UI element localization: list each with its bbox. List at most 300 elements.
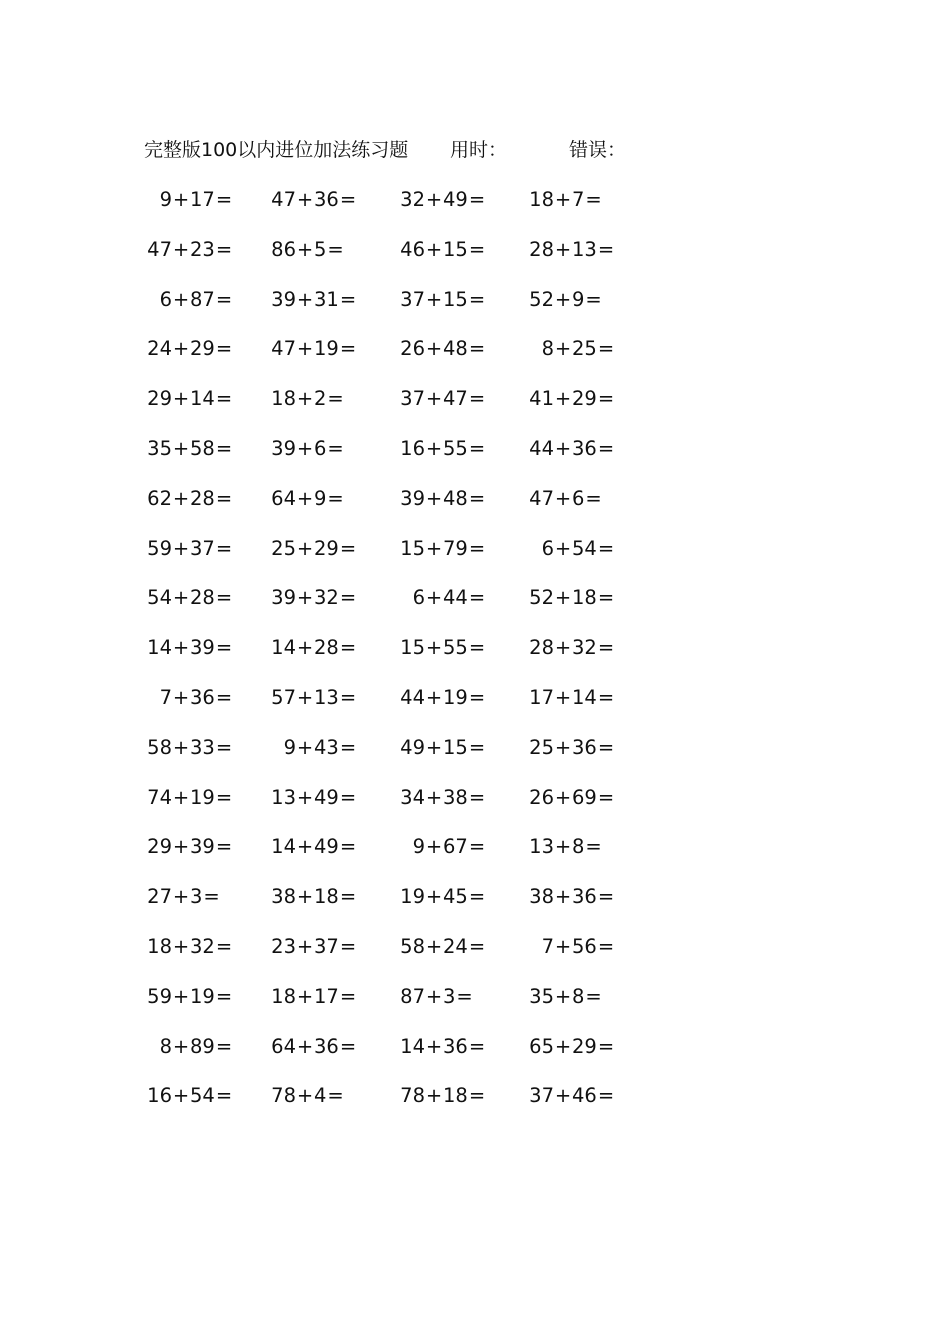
addition-problem (520, 1082, 616, 1110)
addend-second: 43 (314, 735, 339, 759)
addend-second: 36 (190, 685, 215, 709)
equals-sign: = (597, 1034, 615, 1058)
addend-second: 38 (443, 785, 468, 809)
addition-problem (138, 933, 234, 961)
equals-sign: = (215, 287, 233, 311)
plus-sign: + (425, 188, 443, 211)
addend-second: 36 (314, 1034, 339, 1058)
addend-first: 32 (400, 188, 425, 211)
equals-sign: = (468, 387, 486, 411)
addend-first: 7 (541, 934, 554, 958)
plus-sign: + (425, 1084, 443, 1108)
addend-second: 45 (443, 885, 468, 909)
addend-second: 9 (572, 287, 585, 311)
addend-first: 8 (541, 337, 554, 361)
addend-first: 14 (400, 1034, 425, 1058)
equals-sign: = (339, 984, 357, 1008)
plus-sign: + (172, 984, 190, 1008)
plus-sign: + (172, 188, 190, 211)
equals-sign: = (339, 885, 357, 909)
addend-first: 14 (147, 636, 172, 660)
plus-sign: + (425, 1034, 443, 1058)
equals-sign: = (468, 934, 486, 958)
addend-second: 3 (443, 984, 456, 1008)
addition-problem (391, 286, 487, 314)
addition-problem (391, 236, 487, 264)
plus-sign: + (554, 636, 572, 660)
plus-sign: + (172, 835, 190, 859)
addition-problem (520, 734, 616, 762)
addition-problem (520, 1033, 616, 1061)
addition-problem (138, 485, 234, 513)
plus-sign: + (296, 1034, 314, 1058)
addend-first: 39 (271, 436, 296, 460)
addition-problem (391, 1033, 487, 1061)
plus-sign: + (554, 486, 572, 510)
equals-sign: = (597, 934, 615, 958)
addend-second: 37 (190, 536, 215, 560)
addition-problem (520, 684, 616, 712)
addend-second: 15 (443, 237, 468, 261)
addend-first: 25 (529, 735, 554, 759)
equals-sign: = (327, 486, 344, 510)
plus-sign: + (172, 735, 190, 759)
plus-sign: + (425, 237, 443, 261)
problem-row (0, 584, 950, 634)
addend-first: 23 (271, 934, 296, 958)
addend-first: 39 (271, 586, 296, 610)
equals-sign: = (468, 885, 486, 909)
addition-problem (262, 485, 358, 513)
plus-sign: + (554, 685, 572, 709)
plus-sign: + (296, 536, 314, 560)
plus-sign: + (172, 237, 190, 261)
addition-problem (262, 684, 358, 712)
addition-problem (262, 186, 358, 214)
addition-problem (391, 933, 487, 961)
addend-second: 56 (572, 934, 597, 958)
addend-first: 18 (271, 387, 296, 411)
addend-first: 7 (159, 685, 172, 709)
addition-problem (138, 385, 234, 413)
addition-problem (520, 784, 616, 812)
addend-second: 7 (572, 188, 585, 211)
addend-second: 36 (572, 436, 597, 460)
addend-first: 41 (529, 387, 554, 411)
addend-second: 48 (443, 337, 468, 361)
addition-problem (262, 833, 358, 861)
addend-second: 14 (572, 685, 597, 709)
addend-second: 18 (314, 885, 339, 909)
addend-first: 59 (147, 984, 172, 1008)
addend-second: 44 (443, 586, 468, 610)
addend-second: 8 (572, 984, 585, 1008)
plus-sign: + (296, 636, 314, 660)
addend-first: 87 (400, 984, 425, 1008)
equals-sign: = (597, 1084, 615, 1108)
plus-sign: + (172, 934, 190, 958)
errors-label: 错误： (569, 139, 627, 161)
addend-first: 74 (147, 785, 172, 809)
addition-problem (138, 584, 234, 612)
addend-first: 65 (529, 1034, 554, 1058)
addend-first: 18 (529, 188, 554, 211)
addend-first: 16 (400, 436, 425, 460)
plus-sign: + (172, 785, 190, 809)
addend-first: 15 (400, 636, 425, 660)
equals-sign: = (339, 586, 357, 610)
plus-sign: + (425, 436, 443, 460)
addend-second: 69 (572, 785, 597, 809)
plus-sign: + (296, 486, 314, 510)
addend-second: 19 (443, 685, 468, 709)
addend-first: 47 (147, 237, 172, 261)
problem-row (0, 883, 950, 933)
addend-second: 28 (190, 586, 215, 610)
equals-sign: = (468, 436, 486, 460)
addend-second: 55 (443, 636, 468, 660)
addition-problem (262, 535, 358, 563)
equals-sign: = (468, 685, 486, 709)
addend-second: 28 (190, 486, 215, 510)
addend-first: 27 (147, 885, 172, 909)
addend-second: 36 (443, 1034, 468, 1058)
addend-first: 38 (529, 885, 554, 909)
plus-sign: + (296, 735, 314, 759)
problem-row (0, 634, 950, 684)
equals-sign: = (585, 835, 602, 859)
addend-first: 78 (271, 1084, 296, 1108)
plus-sign: + (172, 586, 190, 610)
addend-second: 54 (190, 1084, 215, 1108)
addend-second: 18 (443, 1084, 468, 1108)
addend-second: 17 (314, 984, 339, 1008)
addition-problem (520, 983, 616, 1011)
addend-first: 52 (529, 586, 554, 610)
plus-sign: + (296, 287, 314, 311)
equals-sign: = (339, 835, 357, 859)
plus-sign: + (172, 1034, 190, 1058)
addend-second: 19 (190, 785, 215, 809)
addend-second: 9 (314, 486, 327, 510)
plus-sign: + (554, 337, 572, 361)
addend-first: 44 (400, 685, 425, 709)
addend-second: 25 (572, 337, 597, 361)
addition-problem (138, 883, 234, 911)
addend-first: 25 (271, 536, 296, 560)
addend-second: 29 (190, 337, 215, 361)
problem-row (0, 335, 950, 385)
addition-problem (138, 684, 234, 712)
addition-problem (262, 435, 358, 463)
addition-problem (391, 335, 487, 363)
addend-second: 33 (190, 735, 215, 759)
problem-row (0, 784, 950, 834)
addend-second: 14 (190, 387, 215, 411)
addend-second: 6 (572, 486, 585, 510)
worksheet-title: 完整版100以内进位加法练习题 (144, 139, 409, 161)
addition-problem (391, 485, 487, 513)
addition-problem (262, 335, 358, 363)
addend-second: 29 (314, 536, 339, 560)
addend-first: 39 (271, 287, 296, 311)
addition-problem (520, 286, 616, 314)
equals-sign: = (203, 885, 220, 909)
equals-sign: = (327, 1084, 344, 1108)
addend-first: 26 (529, 785, 554, 809)
problem-row (0, 236, 950, 286)
plus-sign: + (425, 586, 443, 610)
plus-sign: + (554, 1034, 572, 1058)
equals-sign: = (597, 436, 615, 460)
plus-sign: + (425, 337, 443, 361)
equals-sign: = (215, 934, 233, 958)
equals-sign: = (597, 337, 615, 361)
plus-sign: + (172, 486, 190, 510)
equals-sign: = (215, 636, 233, 660)
addend-second: 24 (443, 934, 468, 958)
addition-problem (391, 983, 487, 1011)
addend-second: 23 (190, 237, 215, 261)
equals-sign: = (215, 188, 233, 211)
equals-sign: = (215, 536, 233, 560)
addend-second: 89 (190, 1034, 215, 1058)
addition-problem (262, 933, 358, 961)
addend-first: 13 (529, 835, 554, 859)
plus-sign: + (554, 1084, 572, 1108)
addend-second: 39 (190, 636, 215, 660)
plus-sign: + (554, 885, 572, 909)
addend-second: 49 (314, 785, 339, 809)
addend-second: 54 (572, 536, 597, 560)
addend-second: 18 (572, 586, 597, 610)
equals-sign: = (339, 337, 357, 361)
addend-first: 58 (400, 934, 425, 958)
addend-first: 14 (271, 636, 296, 660)
equals-sign: = (215, 486, 233, 510)
plus-sign: + (554, 785, 572, 809)
equals-sign: = (597, 536, 615, 560)
addend-first: 52 (529, 287, 554, 311)
addend-second: 15 (443, 287, 468, 311)
addition-problem (391, 1082, 487, 1110)
addition-problem (262, 584, 358, 612)
addition-problem (520, 933, 616, 961)
equals-sign: = (339, 536, 357, 560)
equals-sign: = (339, 785, 357, 809)
addend-second: 31 (314, 287, 339, 311)
addend-first: 34 (400, 785, 425, 809)
addition-problem (262, 385, 358, 413)
equals-sign: = (468, 337, 486, 361)
problem-row (0, 286, 950, 336)
addend-first: 57 (271, 685, 296, 709)
problem-row (0, 485, 950, 535)
plus-sign: + (554, 984, 572, 1008)
addend-first: 37 (400, 387, 425, 411)
problem-row (0, 684, 950, 734)
addend-first: 9 (412, 835, 425, 859)
addend-second: 3 (190, 885, 203, 909)
equals-sign: = (468, 586, 486, 610)
equals-sign: = (215, 586, 233, 610)
addition-problem (262, 983, 358, 1011)
problem-row (0, 933, 950, 983)
addition-problem (391, 584, 487, 612)
equals-sign: = (215, 337, 233, 361)
equals-sign: = (468, 785, 486, 809)
addend-second: 13 (572, 237, 597, 261)
addition-problem (391, 435, 487, 463)
addend-first: 24 (147, 337, 172, 361)
equals-sign: = (597, 586, 615, 610)
addend-first: 49 (400, 735, 425, 759)
addend-second: 15 (443, 735, 468, 759)
equals-sign: = (339, 735, 357, 759)
addition-problem (138, 1082, 234, 1110)
addition-problem (138, 236, 234, 264)
equals-sign: = (597, 785, 615, 809)
equals-sign: = (215, 1084, 233, 1108)
addition-problem (138, 983, 234, 1011)
addend-first: 26 (400, 337, 425, 361)
equals-sign: = (327, 237, 344, 261)
equals-sign: = (585, 188, 602, 211)
plus-sign: + (296, 586, 314, 610)
addend-second: 48 (443, 486, 468, 510)
addend-second: 29 (572, 387, 597, 411)
plus-sign: + (425, 287, 443, 311)
addend-first: 39 (400, 486, 425, 510)
plus-sign: + (425, 835, 443, 859)
equals-sign: = (215, 685, 233, 709)
plus-sign: + (172, 536, 190, 560)
addend-second: 32 (572, 636, 597, 660)
addend-first: 9 (159, 188, 172, 211)
addend-second: 5 (314, 237, 327, 261)
equals-sign: = (468, 486, 486, 510)
equals-sign: = (215, 735, 233, 759)
addition-problem (391, 535, 487, 563)
addend-second: 2 (314, 387, 327, 411)
plus-sign: + (554, 536, 572, 560)
addend-first: 8 (159, 1034, 172, 1058)
addition-problem (262, 734, 358, 762)
equals-sign: = (468, 1034, 486, 1058)
addend-first: 18 (147, 934, 172, 958)
time-label: 用时： (450, 139, 508, 161)
plus-sign: + (296, 984, 314, 1008)
equals-sign: = (597, 735, 615, 759)
problem-row (0, 734, 950, 784)
addend-first: 37 (529, 1084, 554, 1108)
addend-first: 29 (147, 387, 172, 411)
addend-first: 35 (147, 436, 172, 460)
equals-sign: = (339, 188, 357, 211)
addend-first: 13 (271, 785, 296, 809)
addition-problem (262, 1082, 358, 1110)
equals-sign: = (585, 984, 602, 1008)
equals-sign: = (215, 436, 233, 460)
addend-first: 62 (147, 486, 172, 510)
addend-second: 47 (443, 387, 468, 411)
addend-second: 17 (190, 188, 215, 211)
addend-second: 79 (443, 536, 468, 560)
equals-sign: = (339, 636, 357, 660)
plus-sign: + (172, 885, 190, 909)
addend-second: 36 (314, 188, 339, 211)
addend-second: 87 (190, 287, 215, 311)
plus-sign: + (172, 1084, 190, 1108)
plus-sign: + (554, 188, 572, 211)
problem-row (0, 1033, 950, 1083)
addition-problem (520, 485, 616, 513)
addend-first: 6 (541, 536, 554, 560)
addend-first: 78 (400, 1084, 425, 1108)
equals-sign: = (339, 685, 357, 709)
plus-sign: + (296, 885, 314, 909)
addend-second: 49 (314, 835, 339, 859)
addend-first: 28 (529, 636, 554, 660)
addition-problem (138, 335, 234, 363)
plus-sign: + (425, 984, 443, 1008)
equals-sign: = (597, 685, 615, 709)
addend-first: 47 (271, 188, 296, 211)
equals-sign: = (468, 1084, 486, 1108)
addend-first: 44 (529, 436, 554, 460)
addition-problem (262, 883, 358, 911)
addition-problem (138, 186, 234, 214)
addend-second: 19 (314, 337, 339, 361)
addend-first: 64 (271, 486, 296, 510)
equals-sign: = (215, 785, 233, 809)
addition-problem (520, 584, 616, 612)
equals-sign: = (468, 188, 486, 211)
plus-sign: + (425, 735, 443, 759)
problem-row (0, 186, 950, 236)
addition-problem (391, 186, 487, 214)
addend-first: 9 (283, 735, 296, 759)
plus-sign: + (425, 885, 443, 909)
addend-first: 18 (271, 984, 296, 1008)
equals-sign: = (339, 287, 357, 311)
addition-problem (138, 435, 234, 463)
plus-sign: + (296, 436, 314, 460)
equals-sign: = (339, 934, 357, 958)
plus-sign: + (296, 835, 314, 859)
plus-sign: + (296, 337, 314, 361)
addend-second: 39 (190, 835, 215, 859)
plus-sign: + (425, 685, 443, 709)
addition-problem (262, 634, 358, 662)
addition-problem (138, 1033, 234, 1061)
plus-sign: + (425, 934, 443, 958)
addend-first: 37 (400, 287, 425, 311)
addition-problem (520, 435, 616, 463)
addition-problem (262, 236, 358, 264)
addend-first: 64 (271, 1034, 296, 1058)
problem-row (0, 385, 950, 435)
addend-first: 6 (412, 586, 425, 610)
equals-sign: = (468, 536, 486, 560)
plus-sign: + (172, 685, 190, 709)
addend-second: 6 (314, 436, 327, 460)
addend-first: 47 (271, 337, 296, 361)
equals-sign: = (468, 287, 486, 311)
addend-second: 67 (443, 835, 468, 859)
equals-sign: = (215, 984, 233, 1008)
addend-first: 15 (400, 536, 425, 560)
